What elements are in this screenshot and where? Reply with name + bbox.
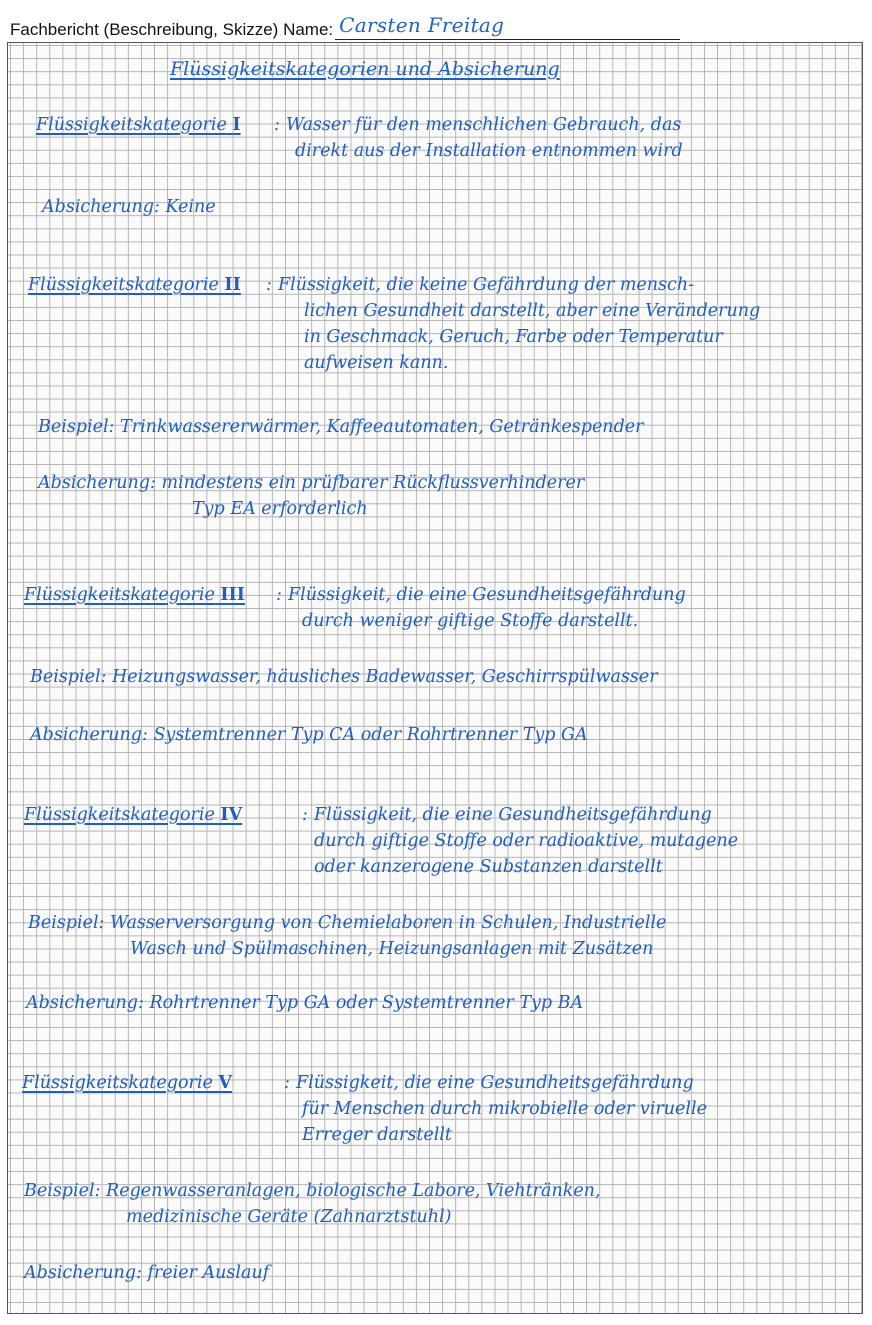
category-colon: : bbox=[284, 1073, 290, 1093]
grid-paper bbox=[7, 42, 863, 1314]
category-heading-text: Flüssigkeitskategorie bbox=[22, 1073, 213, 1093]
category-4-desc-line: Flüssigkeit, die eine Gesundheitsgefährdung bbox=[314, 805, 712, 825]
category-4-beispiel-line: Wasch und Spülmaschinen, Heizungsanlagen mit Zusätzen bbox=[130, 939, 654, 959]
category-3-absicherung bbox=[30, 723, 588, 747]
category-4-desc-line: oder kanzerogene Substanzen darstellt bbox=[314, 857, 663, 877]
absicherung-value: mindestens ein prüfbarer Rückflussverhinderer bbox=[161, 473, 585, 493]
category-4-heading bbox=[24, 803, 242, 827]
absicherung-label: Absicherung: bbox=[24, 1263, 142, 1283]
absicherung-label: Absicherung: bbox=[26, 993, 144, 1013]
category-2-absicherung-line: Typ EA erforderlich bbox=[192, 499, 368, 519]
category-1-absicherung bbox=[42, 195, 216, 219]
absicherung-label: Absicherung: bbox=[42, 197, 160, 217]
category-1-desc-line: Wasser für den menschlichen Gebrauch, das bbox=[286, 115, 682, 135]
beispiel-label: Beispiel: bbox=[28, 913, 105, 933]
category-colon: : bbox=[302, 805, 308, 825]
category-1-heading bbox=[36, 113, 241, 137]
category-4-desc-line: durch giftige Stoffe oder radioaktive, mutagene bbox=[314, 831, 739, 851]
category-numeral: IV bbox=[220, 805, 243, 825]
absicherung-value: Systemtrenner Typ CA oder Rohrtrenner Typ GA bbox=[153, 725, 588, 745]
beispiel-value: Regenwasseranlagen, biologische Labore, Viehtränken, bbox=[106, 1181, 601, 1201]
category-3-beispiel bbox=[30, 665, 658, 689]
category-numeral: I bbox=[232, 115, 241, 135]
category-3-heading bbox=[24, 583, 245, 607]
category-2-heading bbox=[28, 273, 241, 297]
beispiel-label: Beispiel: bbox=[24, 1181, 101, 1201]
category-colon: : bbox=[266, 275, 272, 295]
category-3-desc-line: Flüssigkeit, die eine Gesundheitsgefährdung bbox=[288, 585, 686, 605]
category-1-desc-line: direkt aus der Installation entnommen wird bbox=[295, 141, 683, 161]
category-2-desc-line: aufweisen kann. bbox=[304, 353, 449, 373]
absicherung-value: freier Auslauf bbox=[147, 1263, 270, 1283]
category-heading-text: Flüssigkeitskategorie bbox=[36, 115, 227, 135]
category-numeral: II bbox=[224, 275, 241, 295]
category-5-desc-line: Flüssigkeit, die eine Gesundheitsgefährdung bbox=[296, 1073, 694, 1093]
category-heading-text: Flüssigkeitskategorie bbox=[24, 585, 215, 605]
category-numeral: III bbox=[220, 585, 245, 605]
category-4-absicherung bbox=[26, 991, 583, 1015]
absicherung-label: Absicherung: bbox=[38, 473, 156, 493]
category-5-absicherung bbox=[24, 1261, 269, 1285]
absicherung-label: Absicherung: bbox=[30, 725, 148, 745]
category-heading-text: Flüssigkeitskategorie bbox=[24, 805, 215, 825]
beispiel-value: Trinkwassererwärmer, Kaffeeautomaten, Getränkespender bbox=[120, 417, 644, 437]
category-4-beispiel bbox=[28, 911, 666, 935]
beispiel-label: Beispiel: bbox=[30, 667, 107, 687]
category-2-desc-line: in Geschmack, Geruch, Farbe oder Temperatur bbox=[304, 327, 723, 347]
category-5-heading bbox=[22, 1071, 232, 1095]
category-numeral: V bbox=[218, 1073, 232, 1093]
category-2-absicherung bbox=[38, 471, 584, 495]
worksheet-header bbox=[10, 6, 770, 40]
category-5-desc-line: für Menschen durch mikrobielle oder viruelle bbox=[302, 1099, 707, 1119]
beispiel-label: Beispiel: bbox=[38, 417, 115, 437]
category-5-beispiel-line: medizinische Geräte (Zahnarztstuhl) bbox=[126, 1207, 452, 1227]
absicherung-value: Keine bbox=[165, 197, 216, 217]
category-2-desc-line: Flüssigkeit, die keine Gefährdung der mensch- bbox=[278, 275, 695, 295]
category-5-desc-line: Erreger darstellt bbox=[302, 1125, 452, 1145]
page-title: Flüssigkeitskategorien und Absicherung bbox=[170, 58, 560, 80]
name-field[interactable] bbox=[335, 9, 680, 40]
category-5-beispiel bbox=[24, 1179, 601, 1203]
category-2-beispiel bbox=[38, 415, 644, 439]
category-3-desc-line: durch weniger giftige Stoffe darstellt. bbox=[302, 611, 639, 631]
header-label: Fachbericht (Beschreibung, Skizze) Name: bbox=[10, 20, 334, 39]
category-2-desc-line: lichen Gesundheit darstellt, aber eine Veränderung bbox=[304, 301, 761, 321]
category-colon: : bbox=[276, 585, 282, 605]
category-colon: : bbox=[274, 115, 280, 135]
student-name: Carsten Freitag bbox=[339, 13, 505, 37]
beispiel-value: Heizungswasser, häusliches Badewasser, Geschirrspülwasser bbox=[112, 667, 658, 687]
category-heading-text: Flüssigkeitskategorie bbox=[28, 275, 219, 295]
beispiel-value: Wasserversorgung von Chemielaboren in Schulen, Industrielle bbox=[110, 913, 667, 933]
absicherung-value: Rohrtrenner Typ GA oder Systemtrenner Typ BA bbox=[149, 993, 584, 1013]
